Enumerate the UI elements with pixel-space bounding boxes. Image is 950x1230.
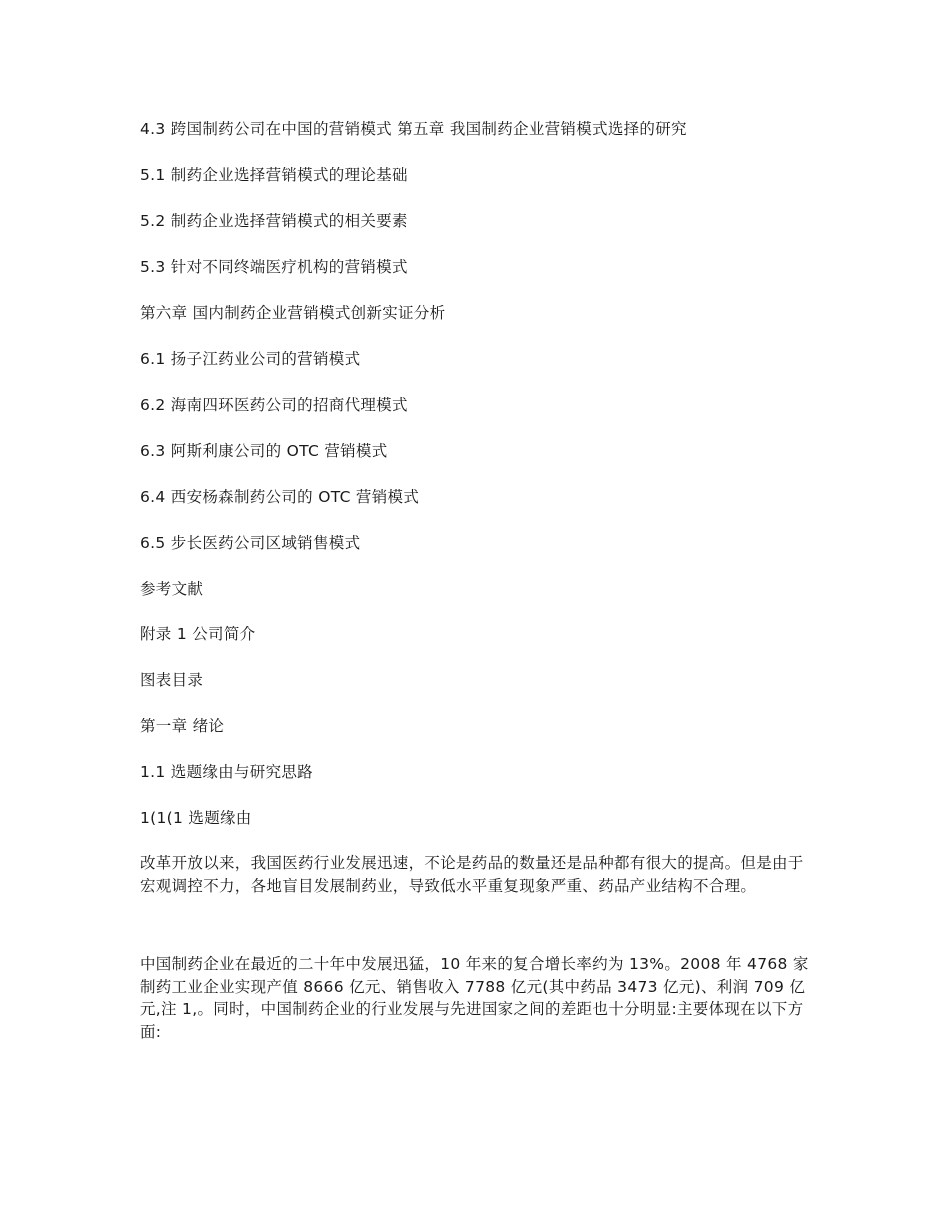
toc-line: 附录 1 公司简介 [140, 625, 256, 643]
section-heading: 1.1 选题缘由与研究思路 [140, 763, 313, 781]
body-paragraph: 中国制药企业在最近的二十年中发展迅猛，10 年来的复合增长率约为 13%。2008 年 4768 家制药工业企业实现产值 8666 亿元、销售收入 7788 亿元(其中药品 3473 亿元)、利润 709 亿元,注 1,。同时，中国制药企业的行业发展与先进国家之间的差距也十分明显:主要体现在以下方面: [140, 955, 809, 1042]
toc-line: 图表目录 [140, 671, 204, 689]
toc-line: 6.5 步长医药公司区域销售模式 [140, 534, 361, 552]
toc-line: 6.2 海南四环医药公司的招商代理模式 [140, 396, 408, 414]
toc-line: 6.3 阿斯利康公司的 OTC 营销模式 [140, 442, 388, 460]
body-paragraph: 改革开放以来，我国医药行业发展迅速，不论是药品的数量还是品种都有很大的提高。但是由于宏观调控不力，各地盲目发展制药业，导致低水平重复现象严重、药品产业结构不合理。 [140, 854, 804, 895]
toc-line: 6.1 扬子江药业公司的营销模式 [140, 350, 361, 368]
toc-line: 5.2 制药企业选择营销模式的相关要素 [140, 212, 408, 230]
toc-line: 参考文献 [140, 580, 204, 598]
toc-line: 5.1 制药企业选择营销模式的理论基础 [140, 166, 408, 184]
subsection-heading: 1(1(1 选题缘由 [140, 809, 252, 827]
toc-line: 6.4 西安杨森制药公司的 OTC 营销模式 [140, 488, 420, 506]
chapter-heading: 第一章 绪论 [140, 717, 225, 735]
toc-line: 4.3 跨国制药公司在中国的营销模式 第五章 我国制药企业营销模式选择的研究 [140, 120, 687, 138]
toc-line: 第六章 国内制药企业营销模式创新实证分析 [140, 304, 446, 322]
toc-line: 5.3 针对不同终端医疗机构的营销模式 [140, 258, 408, 276]
